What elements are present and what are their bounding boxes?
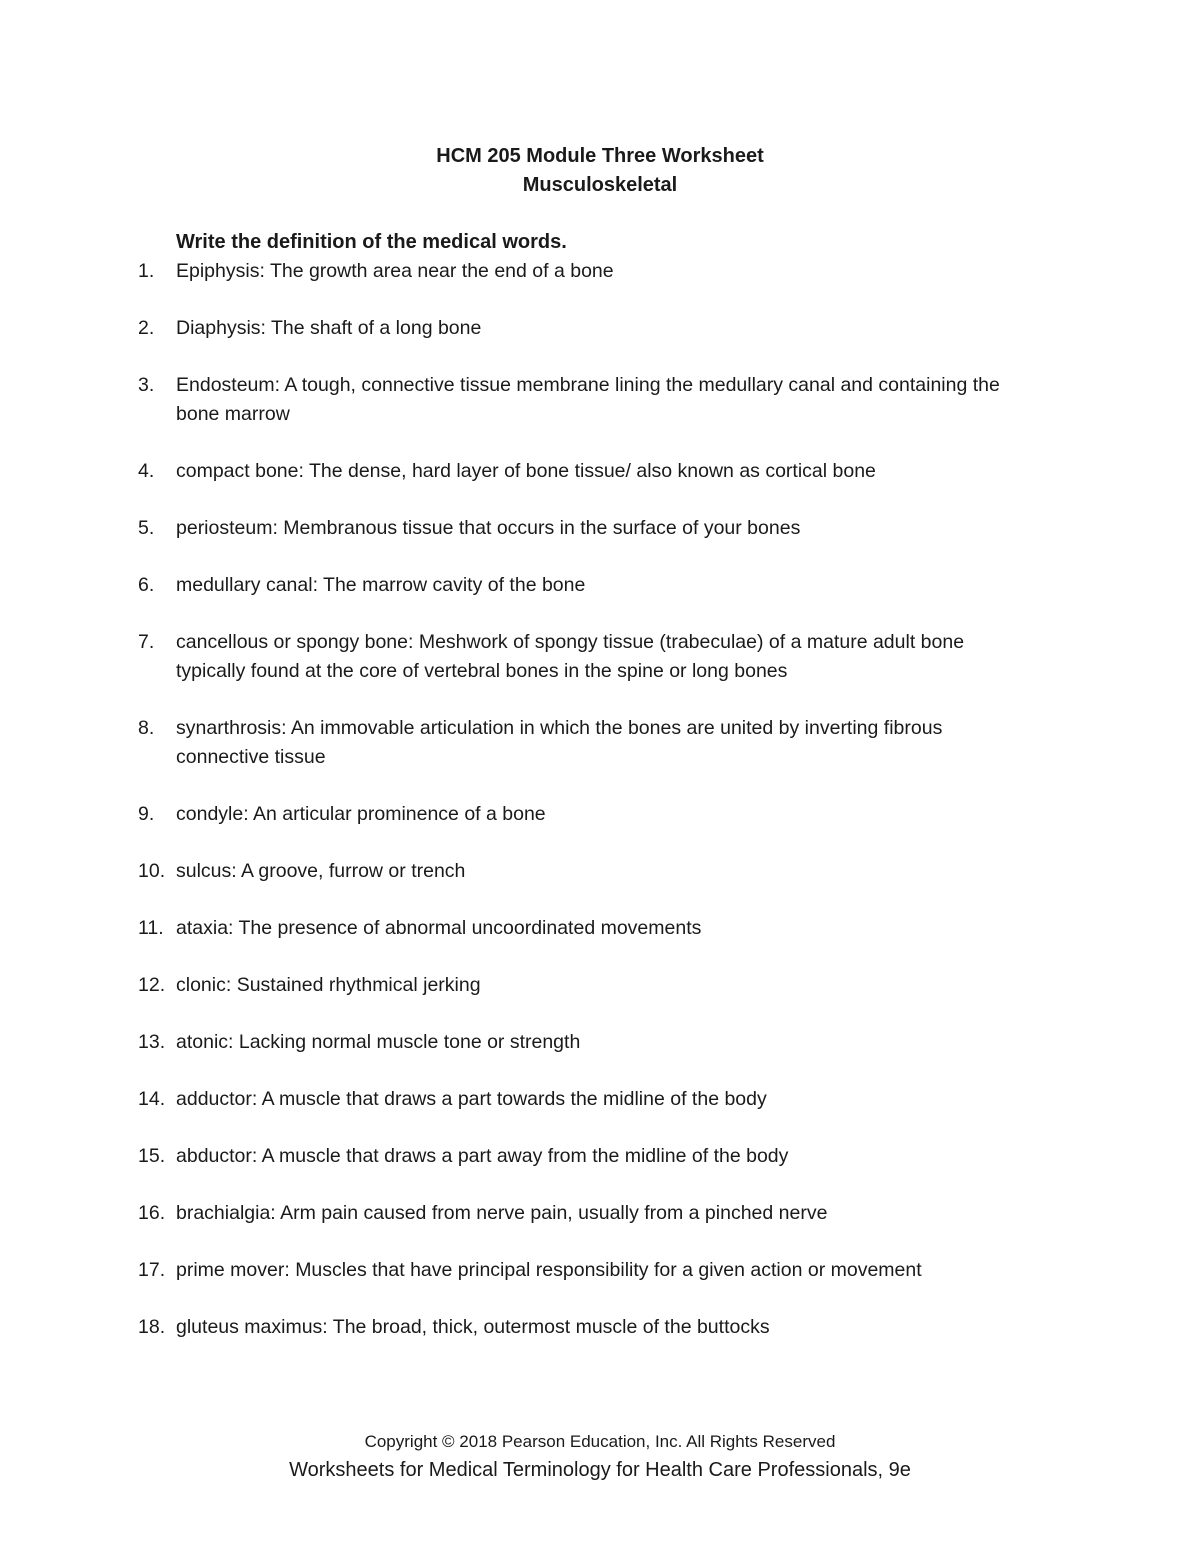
item-number: 11. — [138, 917, 164, 939]
list-item — [138, 857, 1038, 886]
item-definition: periosteum: Membranous tissue that occurs in the surface of your bones — [176, 517, 801, 539]
item-definition: medullary canal: The marrow cavity of the bone — [176, 574, 586, 596]
item-number: 15. — [138, 1145, 166, 1167]
document-title: HCM 205 Module Three Worksheet — [436, 145, 764, 167]
item-number: 17. — [138, 1259, 166, 1281]
list-item — [138, 1028, 1038, 1057]
list-item — [138, 371, 1038, 429]
list-item — [138, 1313, 1038, 1342]
list-item — [138, 628, 1038, 686]
document-subtitle: Musculoskeletal — [522, 174, 678, 196]
item-definition: prime mover: Muscles that have principal responsibility for a given action or movement — [176, 1259, 922, 1281]
item-number: 6. — [138, 574, 155, 596]
item-number: 3. — [138, 374, 155, 396]
list-item — [138, 1199, 1038, 1228]
item-definition: atonic: Lacking normal muscle tone or strength — [176, 1031, 581, 1053]
list-item — [138, 1085, 1038, 1114]
list-item — [138, 1256, 1038, 1285]
item-definition: adductor: A muscle that draws a part towards the midline of the body — [176, 1088, 767, 1110]
list-item — [138, 914, 1038, 943]
item-definition: gluteus maximus: The broad, thick, outermost muscle of the buttocks — [176, 1316, 770, 1338]
list-item — [138, 514, 1038, 543]
item-definition: Diaphysis: The shaft of a long bone — [176, 317, 482, 339]
item-number: 5. — [138, 517, 155, 539]
item-number: 14. — [138, 1088, 166, 1110]
item-number: 18. — [138, 1316, 166, 1338]
item-number: 13. — [138, 1031, 166, 1053]
list-item — [138, 714, 1038, 772]
item-definition: ataxia: The presence of abnormal uncoordinated movements — [176, 917, 702, 939]
item-definition: synarthrosis: An immovable articulation in which the bones are united by inverting fibrous connective tissue — [176, 717, 943, 768]
item-definition: clonic: Sustained rhythmical jerking — [176, 974, 481, 996]
item-number: 9. — [138, 803, 155, 825]
page-footer — [0, 1428, 1200, 1485]
item-definition: Epiphysis: The growth area near the end of a bone — [176, 260, 614, 282]
item-number: 7. — [138, 631, 155, 653]
item-definition: Endosteum: A tough, connective tissue membrane lining the medullary canal and containing the bone marrow — [176, 374, 1000, 425]
item-number: 12. — [138, 974, 166, 996]
item-number: 4. — [138, 460, 155, 482]
list-item — [138, 257, 1038, 286]
list-item — [138, 1142, 1038, 1171]
item-definition: condyle: An articular prominence of a bone — [176, 803, 546, 825]
item-definition: brachialgia: Arm pain caused from nerve pain, usually from a pinched nerve — [176, 1202, 828, 1224]
instructions-heading: Write the definition of the medical words. — [176, 231, 567, 253]
list-item — [138, 571, 1038, 600]
definitions-list — [138, 257, 1038, 1370]
item-number: 2. — [138, 317, 155, 339]
list-item — [138, 800, 1038, 829]
item-number: 1. — [138, 260, 155, 282]
item-definition: cancellous or spongy bone: Meshwork of spongy tissue (trabeculae) of a mature adult bone typically found at the core of vertebral bones in the spine or long bones — [176, 631, 965, 682]
copyright-notice: Copyright © 2018 Pearson Education, Inc. All Rights Reserved — [364, 1432, 836, 1451]
document-header — [0, 142, 1200, 200]
list-item — [138, 314, 1038, 343]
item-definition: sulcus: A groove, furrow or trench — [176, 860, 466, 882]
item-number: 10. — [138, 860, 166, 882]
item-number: 8. — [138, 717, 155, 739]
list-item — [138, 971, 1038, 1000]
item-definition: abductor: A muscle that draws a part away from the midline of the body — [176, 1145, 789, 1167]
item-definition: compact bone: The dense, hard layer of bone tissue/ also known as cortical bone — [176, 460, 876, 482]
book-title: Worksheets for Medical Terminology for Health Care Professionals, 9e — [289, 1459, 911, 1481]
item-number: 16. — [138, 1202, 166, 1224]
list-item — [138, 457, 1038, 486]
